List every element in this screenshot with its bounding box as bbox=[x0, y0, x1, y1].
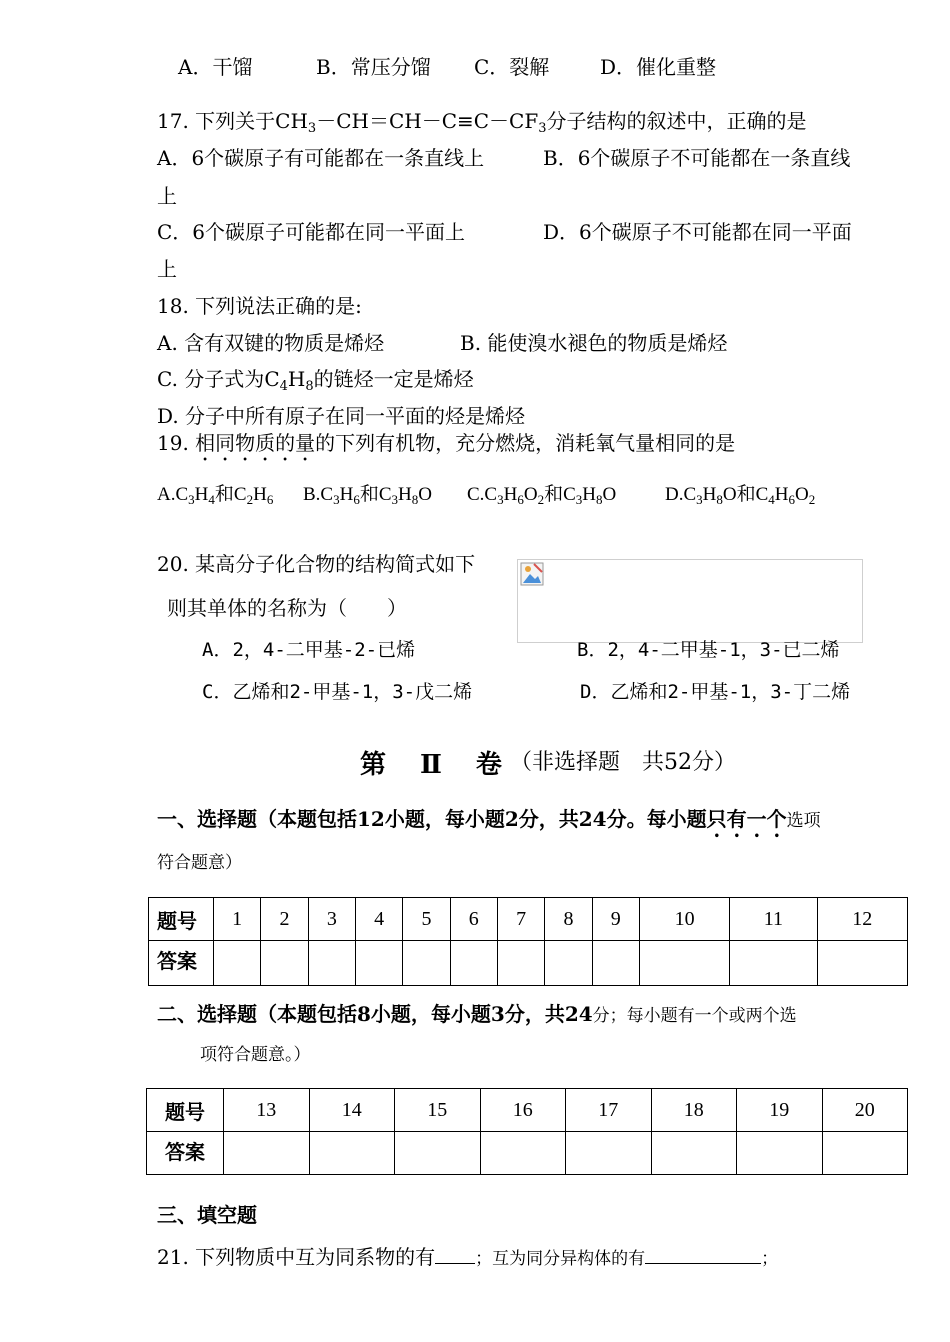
table1-number: 12 bbox=[817, 898, 907, 941]
part2-title: 第 Ⅱ 卷 bbox=[360, 750, 506, 780]
table1-answer-cell[interactable] bbox=[545, 941, 592, 986]
q19-option-c: $C.C_3H_6O_2$和$C_3H_8O$ bbox=[467, 484, 617, 507]
section1-heading: 一、选择题（本题包括12小题，每小题2分，共24分。每小题只有一个选项 bbox=[157, 807, 821, 831]
q20-structure-image bbox=[517, 559, 863, 643]
table2-answer-cell[interactable] bbox=[822, 1132, 908, 1175]
section2-heading-line2: 项符合题意。） bbox=[200, 1045, 311, 1065]
table2-answer-label: 答案 bbox=[147, 1132, 224, 1175]
q16-option-b: B．常压分馏 bbox=[316, 55, 431, 79]
q18-option-a: A. 含有双键的物质是烯烃 bbox=[157, 331, 385, 355]
table2-header-label: 题号 bbox=[147, 1089, 224, 1132]
table1-answer-cell[interactable] bbox=[497, 941, 544, 986]
table2-answer-cell[interactable] bbox=[224, 1132, 310, 1175]
table1-answer-cell[interactable] bbox=[214, 941, 261, 986]
table1-answer-cell[interactable] bbox=[308, 941, 355, 986]
q18-option-b: B. 能使溴水褪色的物质是烯烃 bbox=[460, 331, 728, 355]
table2-number: 20 bbox=[822, 1089, 908, 1132]
q16-option-c: C．裂解 bbox=[474, 55, 550, 79]
table1-number: 10 bbox=[639, 898, 729, 941]
table1-answer-cell[interactable] bbox=[817, 941, 907, 986]
table1-answer-cell[interactable] bbox=[355, 941, 402, 986]
table1-answer-cell[interactable] bbox=[261, 941, 308, 986]
q17-formula: $CH_3-CH=CH-C\equiv C-CF_3$ bbox=[275, 109, 547, 136]
table2-number: 14 bbox=[309, 1089, 395, 1132]
q17-option-c: C．6个碳原子可能都在同一平面上 bbox=[157, 220, 466, 244]
section1-emphasis: 只有一个 bbox=[706, 807, 787, 831]
table2-number: 18 bbox=[651, 1089, 737, 1132]
table1-answer-cell[interactable] bbox=[592, 941, 639, 986]
table2-answer-cell[interactable] bbox=[309, 1132, 395, 1175]
section2-heading: 二、选择题（本题包括8小题，每小题3分，共24分；每小题有一个或两个选 bbox=[157, 1002, 797, 1026]
q20-option-c: C．乙烯和2-甲基-1，3-戊二烯 bbox=[202, 681, 473, 703]
q19-stem: 19. 相同物质的量的下列有机物，充分燃烧，消耗氧气量相同的是 bbox=[157, 431, 736, 455]
table1-answer-cell[interactable] bbox=[639, 941, 729, 986]
table1-answer-cell[interactable] bbox=[450, 941, 497, 986]
answer-table-1 bbox=[148, 897, 908, 986]
q17-option-d-wrap: 上 bbox=[157, 257, 177, 281]
q19-option-a: $A.C_3H_4$和$C_2H_6$ bbox=[157, 484, 274, 507]
table1-number: 3 bbox=[308, 898, 355, 941]
table1-number: 9 bbox=[592, 898, 639, 941]
q21-blank-homologs[interactable] bbox=[435, 1263, 475, 1264]
part2-subtitle: （非选择题 共52分） bbox=[510, 750, 736, 775]
table1-number: 4 bbox=[355, 898, 402, 941]
table2-number: 17 bbox=[566, 1089, 652, 1132]
q18-stem: 18. 下列说法正确的是: bbox=[157, 294, 362, 318]
q17-option-b: B．6个碳原子不可能都在一条直线 bbox=[543, 146, 851, 170]
q17-stem: 17. 下列关于$CH_3-CH=CH-C\equiv C-CF_3$分子结构的叙述中，正确的是 bbox=[157, 109, 807, 136]
q19-option-b: $B.C_3H_6$和$C_3H_8O$ bbox=[303, 484, 432, 507]
q20-question: 则其单体的名称为（ ） bbox=[167, 596, 407, 620]
table2-number: 19 bbox=[737, 1089, 823, 1132]
q19-option-d: $D.C_3H_8O$和$C_4H_6O_2$ bbox=[665, 484, 816, 507]
broken-image-icon bbox=[520, 562, 544, 586]
section1-heading-line2: 符合题意） bbox=[157, 853, 242, 873]
q20-option-d: D．乙烯和2-甲基-1，3-丁二烯 bbox=[580, 681, 851, 703]
q20-option-b: B．2，4-二甲基-1，3-已二烯 bbox=[577, 639, 840, 661]
table1-number: 11 bbox=[730, 898, 817, 941]
table1-answer-cell[interactable] bbox=[403, 941, 450, 986]
table2-number: 13 bbox=[224, 1089, 310, 1132]
table2-answer-cell[interactable] bbox=[737, 1132, 823, 1175]
table2-answer-cell[interactable] bbox=[651, 1132, 737, 1175]
table1-answer-label: 答案 bbox=[149, 941, 214, 986]
q21-stem: 21. 下列物质中互为同系物的有 ；互为同分异构体的有 ； bbox=[157, 1245, 779, 1269]
answer-table-2 bbox=[146, 1088, 908, 1175]
q17-option-b-wrap: 上 bbox=[157, 184, 177, 208]
q17-option-a: A．6个碳原子有可能都在一条直线上 bbox=[157, 146, 485, 170]
q18-formula: $C_4H_8$ bbox=[264, 367, 314, 394]
table1-number: 2 bbox=[261, 898, 308, 941]
q18-option-d: D. 分子中所有原子在同一平面的烃是烯烃 bbox=[157, 404, 526, 428]
section3-heading: 三、填空题 bbox=[157, 1203, 257, 1227]
table2-answer-cell[interactable] bbox=[395, 1132, 481, 1175]
table1-number: 1 bbox=[214, 898, 261, 941]
q18-option-c: C. 分子式为$C_4H_8$的链烃一定是烯烃 bbox=[157, 367, 474, 394]
table1-number: 5 bbox=[403, 898, 450, 941]
q21-blank-isomers[interactable] bbox=[645, 1263, 761, 1264]
table1-answer-cell[interactable] bbox=[730, 941, 817, 986]
q20-stem: 20. 某高分子化合物的结构简式如下 bbox=[157, 552, 476, 576]
q19-emphasis: 相同物质的量 bbox=[195, 431, 316, 455]
table1-header-label: 题号 bbox=[149, 898, 214, 941]
q20-option-a: A．2，4-二甲基-2-已烯 bbox=[202, 639, 416, 661]
table1-number: 8 bbox=[545, 898, 592, 941]
q17-option-d: D．6个碳原子不可能都在同一平面 bbox=[543, 220, 852, 244]
table1-number: 7 bbox=[497, 898, 544, 941]
table2-number: 16 bbox=[480, 1089, 566, 1132]
table2-answer-cell[interactable] bbox=[480, 1132, 566, 1175]
q16-option-a: A．干馏 bbox=[178, 55, 253, 79]
q16-option-d: D．催化重整 bbox=[600, 55, 717, 79]
table1-number: 6 bbox=[450, 898, 497, 941]
table2-answer-cell[interactable] bbox=[566, 1132, 652, 1175]
table2-number: 15 bbox=[395, 1089, 481, 1132]
